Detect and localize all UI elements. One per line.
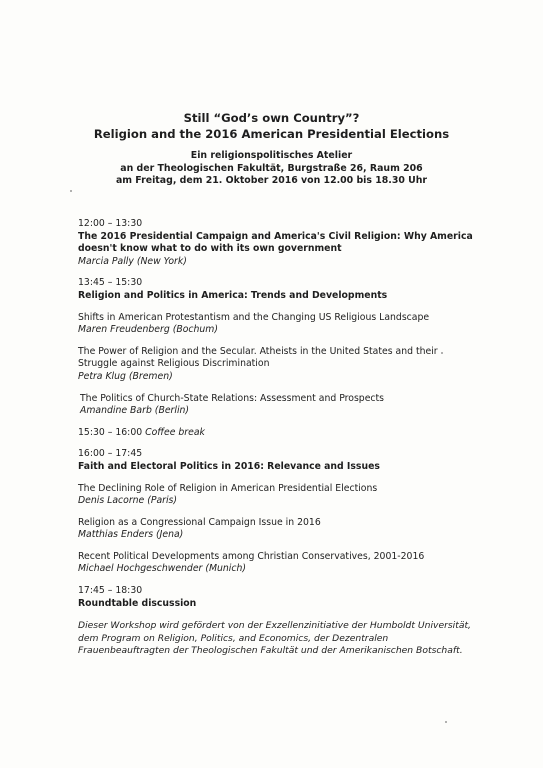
program-talk	[78, 517, 478, 542]
scan-speck	[445, 721, 447, 723]
talk-speaker: Michael Hochgeschwender (Munich)	[78, 563, 246, 575]
document-title-line-2: Religion and the 2016 American Presidential Elections	[93, 127, 450, 141]
talk-title: The Declining Role of Religion in American Presidential Elections	[78, 482, 378, 494]
program-session	[78, 585, 478, 610]
scan-speck	[441, 352, 443, 354]
session-title: The 2016 Presidential Campaign and America's Civil Religion: Why America doesn't know what to do with its own government	[78, 230, 473, 255]
title-block	[0, 110, 543, 142]
session-time: 16:00 – 17:45	[78, 448, 143, 460]
talk-title: Religion as a Congressional Campaign Issue in 2016	[78, 516, 321, 528]
session-title: Faith and Electoral Politics in 2016: Relevance and Issues	[78, 460, 380, 472]
break-label: Coffee break	[145, 426, 205, 438]
program-session	[78, 448, 478, 473]
program-talk	[78, 346, 478, 384]
program-talk	[78, 312, 478, 337]
scan-speck	[70, 190, 72, 192]
session-speaker: Marcia Pally (New York)	[78, 255, 187, 267]
funding-note: Dieser Workshop wird gefördert von der Exzellenzinitiative der Humboldt Universität, dem Program on Religion, Politics, and Economics, der Dezentralen Frauenbeauftragten der Theologischen Fakultät und der Amerikanischen Botschaft.	[78, 620, 471, 657]
session-time: 17:45 – 18:30	[78, 585, 143, 597]
talk-title: The Politics of Church-State Relations: Assessment and Prospects	[80, 392, 385, 404]
document-title-line-1: Still “God’s own Country”?	[183, 111, 360, 125]
program-session	[78, 277, 478, 302]
program-list	[78, 218, 478, 619]
session-title: Religion and Politics in America: Trends and Developments	[78, 289, 388, 301]
session-title: Roundtable discussion	[78, 597, 197, 609]
talk-title: The Power of Religion and the Secular. Atheists in the United States and their Struggle against Religious Discrimination	[78, 345, 438, 370]
talk-speaker: Maren Freudenberg (Bochum)	[78, 324, 218, 336]
subtitle-block	[0, 150, 543, 188]
talk-title: Recent Political Developments among Christian Conservatives, 2001-2016	[78, 550, 425, 562]
talk-speaker: Petra Klug (Bremen)	[78, 370, 173, 382]
break-line	[78, 427, 478, 440]
subtitle-line-3: am Freitag, dem 21. Oktober 2016 von 12.00 bis 18.30 Uhr	[115, 175, 428, 186]
program-talk	[78, 483, 478, 508]
talk-title: Shifts in American Protestantism and the Changing US Religious Landscape	[78, 311, 430, 323]
talk-speaker: Matthias Enders (Jena)	[78, 529, 184, 541]
subtitle-line-1: Ein religionspolitisches Atelier	[190, 150, 353, 161]
talk-speaker: Amandine Barb (Berlin)	[80, 405, 190, 417]
break-time: 15:30 – 16:00	[78, 426, 143, 438]
talk-speaker: Denis Lacorne (Paris)	[78, 495, 178, 507]
program-break	[78, 427, 478, 440]
program-session	[78, 218, 478, 268]
program-talk	[78, 551, 478, 576]
program-talk	[78, 393, 478, 418]
subtitle-line-2: an der Theologischen Fakultät, Burgstraße 26, Raum 206	[120, 162, 423, 174]
session-time: 13:45 – 15:30	[78, 277, 143, 289]
session-time: 12:00 – 13:30	[78, 218, 143, 229]
